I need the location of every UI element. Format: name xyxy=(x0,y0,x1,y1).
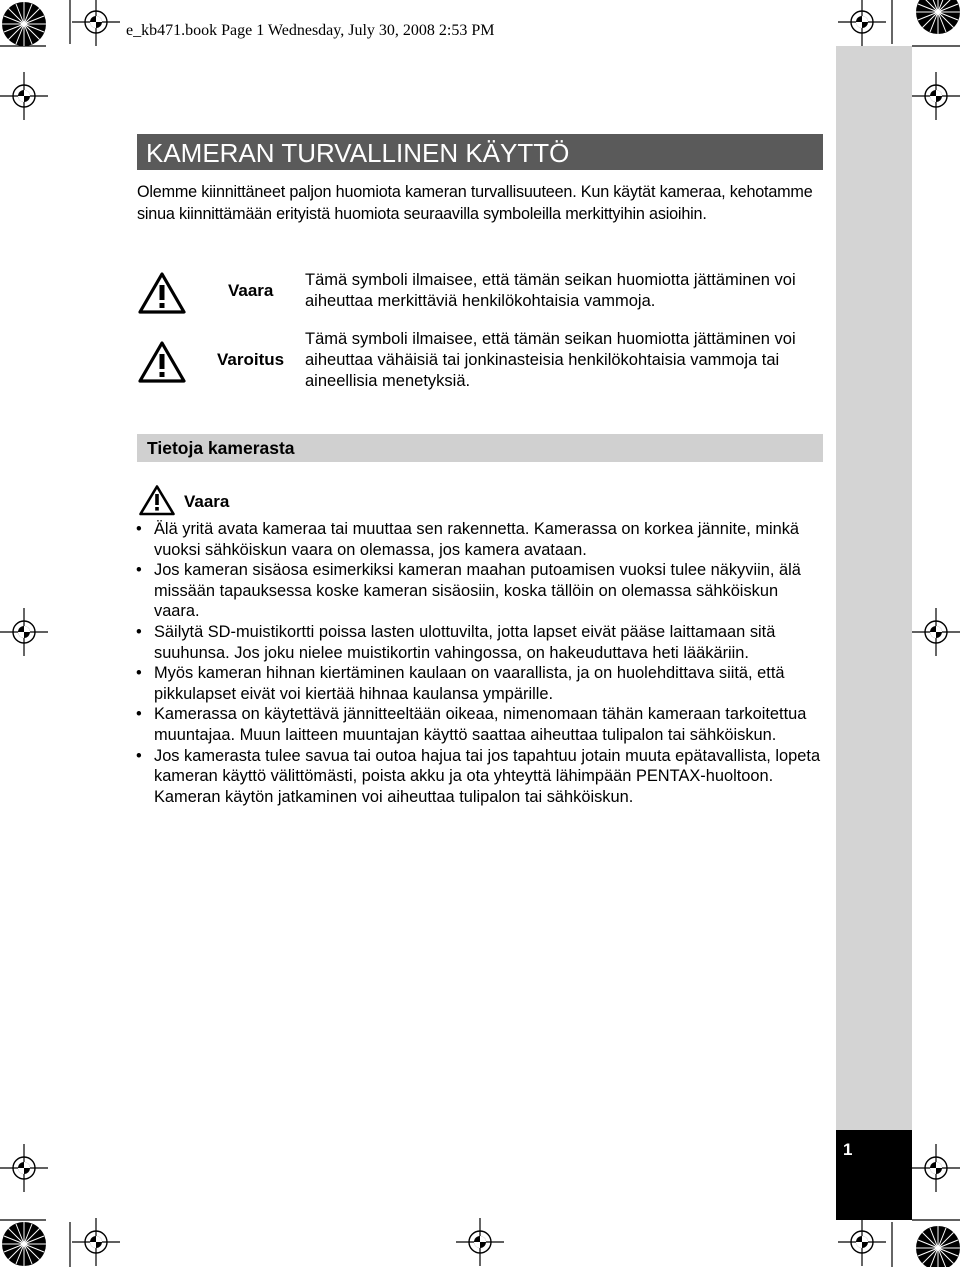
symbol-label-varoitus: Varoitus xyxy=(217,350,285,369)
page-number-tab xyxy=(836,1130,912,1220)
print-file-header: e_kb471.book Page 1 Wednesday, July 30, 2008 2:53 PM xyxy=(126,22,495,39)
symbol-description-varoitus: Tämä symboli ilmaisee, että tämän seikan huomiotta jättäminen voi aiheuttaa vähäisiä tai jonkinasteisia henkilökohtaisia vammoja tai aineellisia menetyksiä. xyxy=(305,330,796,390)
list-item: • Kamerassa on käytettävä jännitteeltään oikeaa, nimenomaan tähän kameraan tarkoitettua muuntajaa. Muun laitteen muuntajan käyttö saattaa aiheuttaa tulipalon tai sähköiskun. xyxy=(136,704,826,745)
list-item: • Jos kamerasta tulee savua tai outoa hajua tai jos tapahtuu jotain muuta epätavallista, lopeta kameran käyttö välittömästi, poista akku ja ota yhteyttä lähimpään PENTAX-huoltoon. Kameran käytön jatkaminen voi aiheuttaa tulipalon tai sähköiskun. xyxy=(136,746,826,808)
registration-mark-icon xyxy=(912,1144,960,1192)
registration-mark-icon xyxy=(72,1218,120,1266)
list-item: • Säilytä SD-muistikortti poissa lasten ulottuvilta, jotta lapset eivät pääse laittamaan sitä suuhunsa. Jos joku nielee muistikortin vahingossa, on hakeuduttava heti lääkäriin. xyxy=(136,622,826,663)
registration-mark-icon xyxy=(912,72,960,120)
symbol-description-vaara: Tämä symboli ilmaisee, että tämän seikan huomiotta jättäminen voi aiheuttaa merkittäviä henkilökohtaisia vammoja. xyxy=(305,271,796,310)
registration-mark-icon xyxy=(838,1218,886,1266)
registration-mark-icon xyxy=(0,1144,48,1192)
section-warning-label: Vaara xyxy=(184,492,230,511)
registration-mark-icon xyxy=(456,1218,504,1266)
safety-bullet-list xyxy=(136,519,826,807)
side-tab-strip xyxy=(836,46,912,1130)
warning-small-icon xyxy=(138,484,176,516)
warning-triangle-icon xyxy=(137,271,187,315)
symbol-label-vaara: Vaara xyxy=(228,281,274,300)
registration-mark-icon xyxy=(0,72,48,120)
color-target-icon xyxy=(916,1226,960,1267)
registration-mark-icon xyxy=(0,608,48,656)
color-target-icon xyxy=(2,1222,46,1266)
page-title: KAMERAN TURVALLINEN KÄYTTÖ xyxy=(137,134,823,170)
caution-triangle-icon xyxy=(137,340,187,384)
color-target-icon xyxy=(916,0,960,34)
registration-mark-icon xyxy=(838,0,886,46)
registration-mark-icon xyxy=(912,608,960,656)
section-heading: Tietoja kamerasta xyxy=(137,434,823,462)
page-number: 1 xyxy=(843,1140,853,1159)
color-target-icon xyxy=(2,2,46,46)
list-item: • Jos kameran sisäosa esimerkiksi kameran maahan putoamisen vuoksi tulee näkyviin, älä missään tapauksessa koske kameran sisäosiin, koska tällöin on olemassa sähköiskun vaara. xyxy=(136,560,826,622)
registration-mark-icon xyxy=(72,0,120,46)
intro-paragraph: Olemme kiinnittäneet paljon huomiota kameran turvallisuuteen. Kun käytät kameraa, kehotamme sinua kiinnittämään erityistä huomiota seuraavilla symboleilla merkittyihin asioihin. xyxy=(137,183,813,223)
list-item: • Älä yritä avata kameraa tai muuttaa sen rakennetta. Kamerassa on korkea jännite, minkä vuoksi sähköiskun vaara on olemassa, jos kamera avataan. xyxy=(136,519,826,560)
list-item: • Myös kameran hihnan kiertäminen kaulaan on vaarallista, ja on huolehdittava siitä, että pikkulapset eivät voi kiertää hihnaa kaulansa ympärille. xyxy=(136,663,826,704)
